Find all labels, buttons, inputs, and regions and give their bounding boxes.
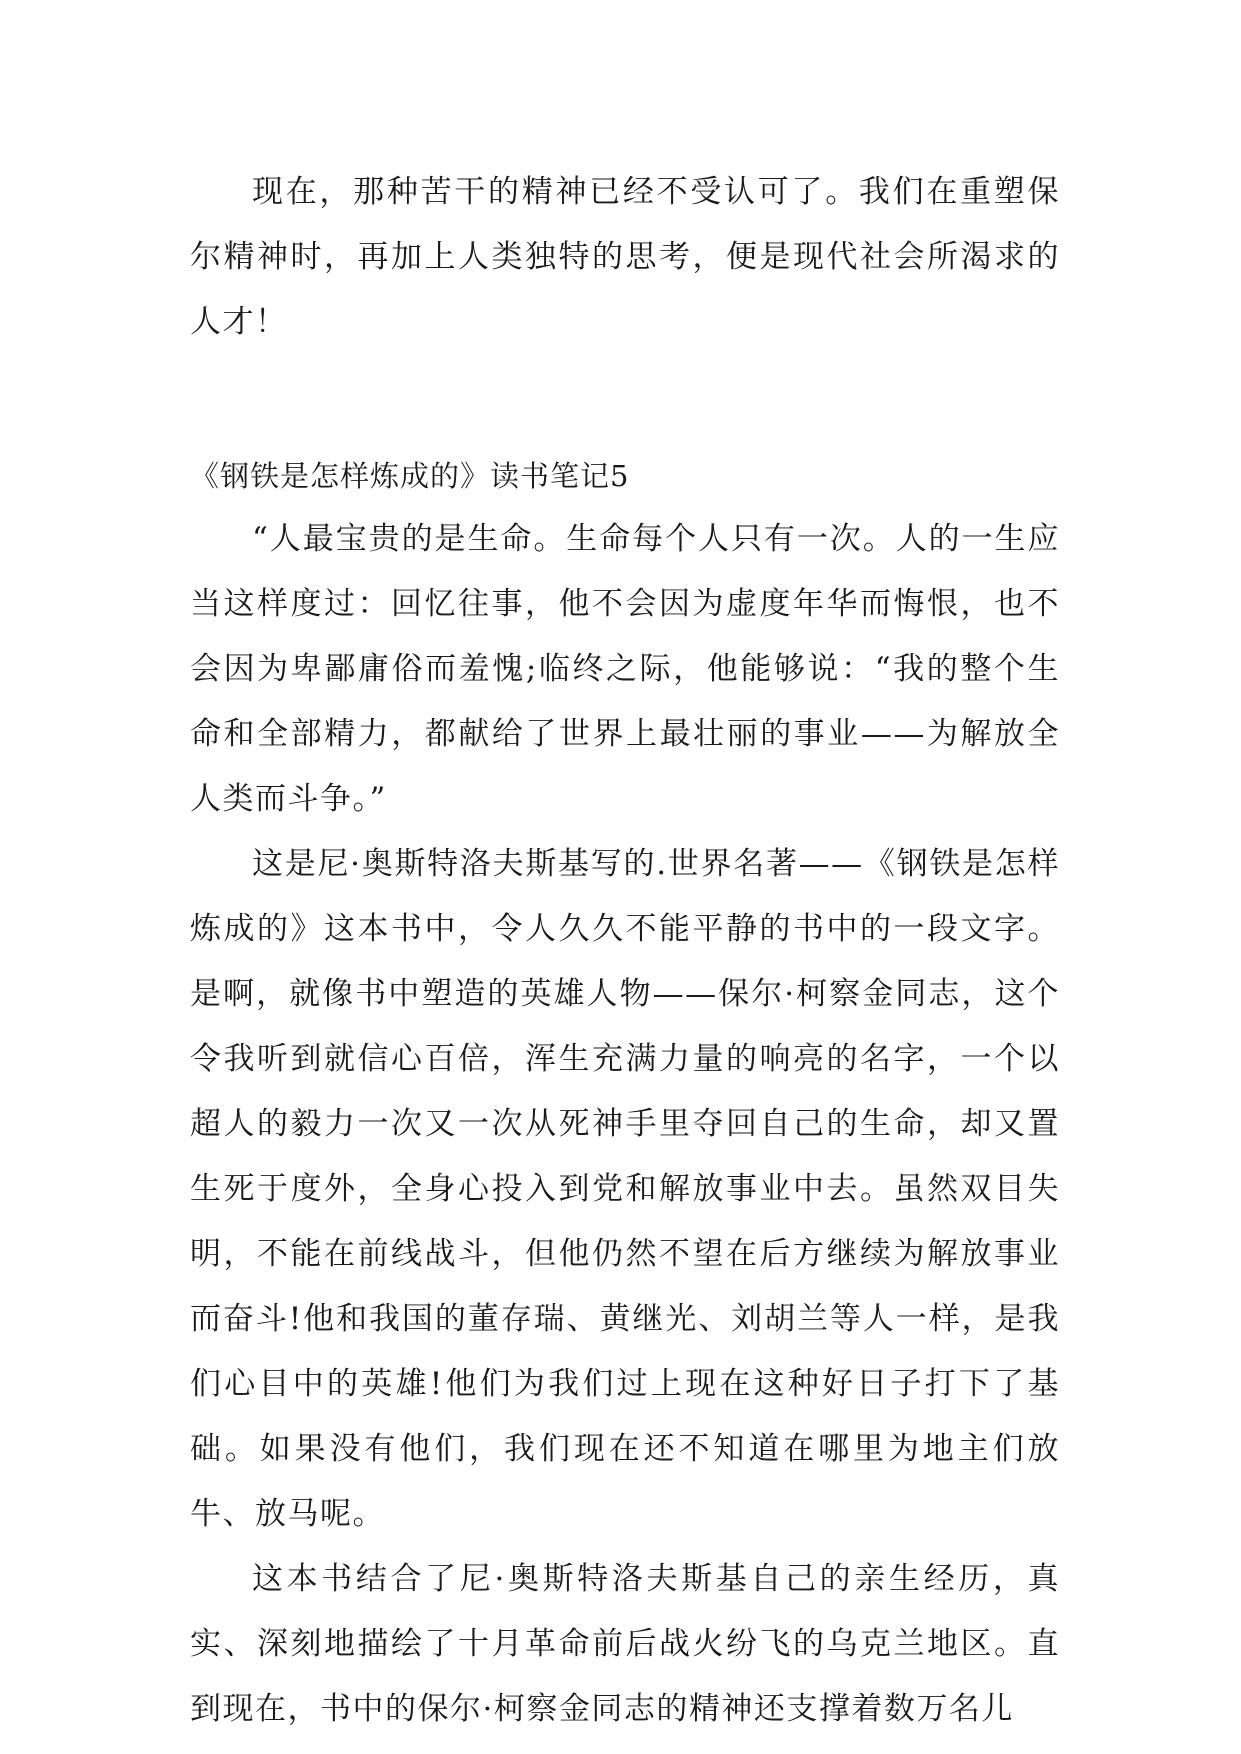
body-paragraph-quote: “人最宝贵的是生命。生命每个人只有一次。人的一生应当这样度过：回忆往事，他不会因为虚度年华而悔恨，也不会因为卑鄙庸俗而羞愧;临终之际，他能够说：“我的整个生命和全部精力，都献给了世界上最壮丽的事业——为解放全人类而斗争。” (190, 521, 1060, 817)
section-title: 《钢铁是怎样炼成的》读书笔记5 (190, 459, 630, 493)
document-body (190, 160, 1060, 1742)
body-paragraph-summary: 这本书结合了尼·奥斯特洛夫斯基自己的亲生经历，真实、深刻地描绘了十月革命前后战火纷飞的乌克兰地区。直到现在，书中的保尔·柯察金同志的精神还支撑着数万名儿 (190, 1561, 1060, 1727)
body-paragraph-intro: 这是尼·奥斯特洛夫斯基写的.世界名著——《钢铁是怎样炼成的》这本书中，令人久久不能平静的书中的一段文字。是啊，就像书中塑造的英雄人物——保尔·柯察金同志，这个令我听到就信心百倍，浑生充满力量的响亮的名字，一个以超人的毅力一次又一次从死神手里夺回自己的生命，却又置生死于度外，全身心投入到党和解放事业中去。虽然双目失明，不能在前线战斗，但他仍然不望在后方继续为解放事业而奋斗!他和我国的董存瑞、黄继光、刘胡兰等人一样，是我们心目中的英雄!他们为我们过上现在这种好日子打下了基础。如果没有他们，我们现在还不知道在哪里为地主们放牛、放马呢。 (190, 846, 1060, 1532)
intro-paragraph: 现在，那种苦干的精神已经不受认可了。我们在重塑保尔精神时，再加上人类独特的思考，便是现代社会所渴求的人才！ (190, 174, 1060, 340)
section-gap (190, 355, 1060, 445)
